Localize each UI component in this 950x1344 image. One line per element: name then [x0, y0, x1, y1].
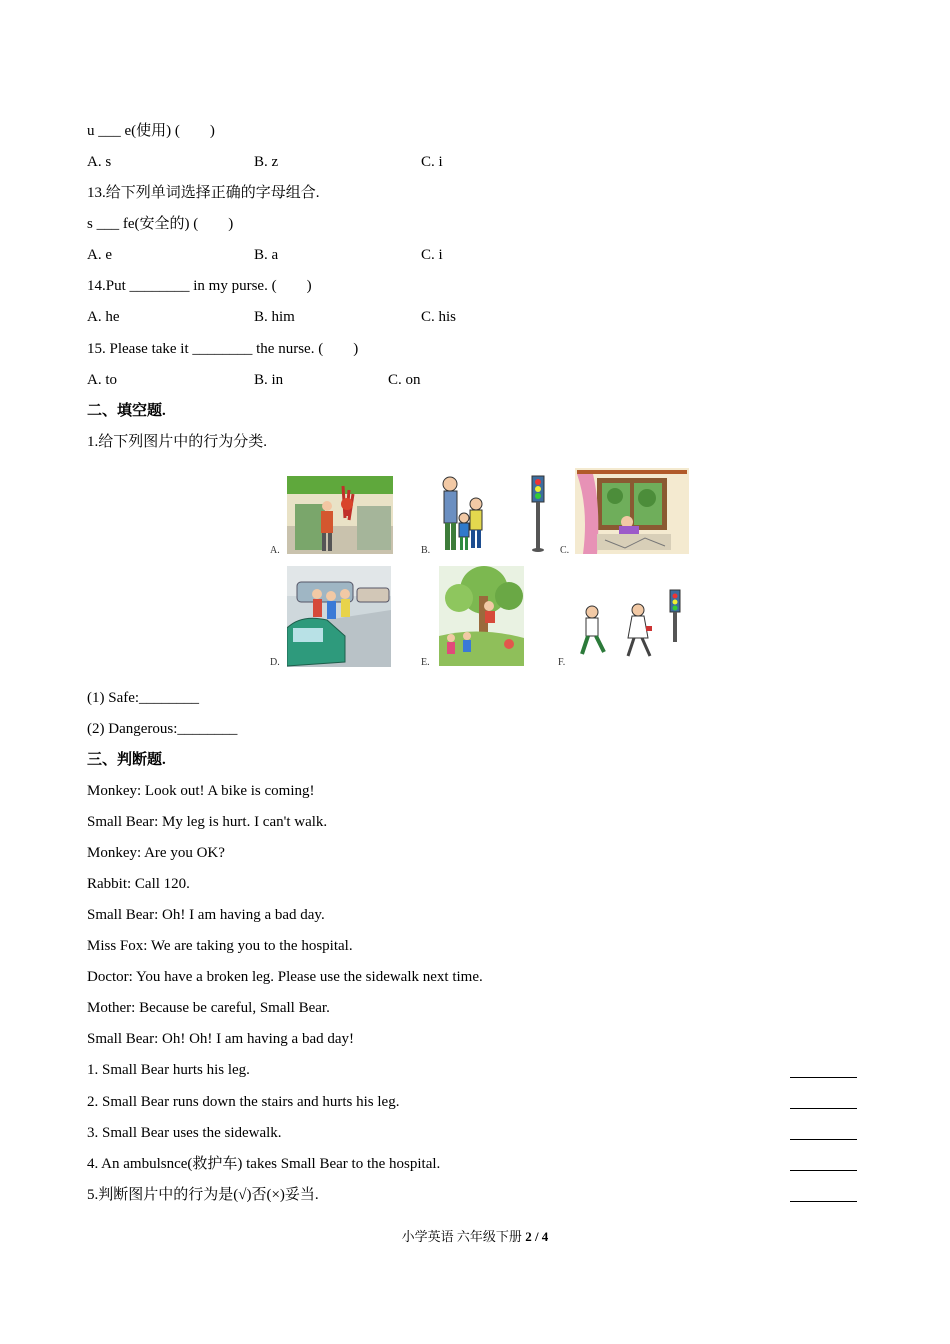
q12-option-b: B. z [254, 154, 279, 170]
q12-option-a: A. s [87, 154, 112, 170]
picture-f-crossing-light [574, 588, 686, 664]
q12-option-c: C. i [421, 154, 443, 170]
dialogue-line: Monkey: Are you OK? [87, 845, 225, 861]
q14-option-b: B. him [254, 309, 295, 325]
dialogue-line: Mother: Because be careful, Small Bear. [87, 1000, 330, 1016]
answer-blank-4 [790, 1170, 857, 1171]
answer-blank-2 [790, 1108, 857, 1109]
statement-5: 5.判断图片中的行为是(√)否(×)妥当. [87, 1187, 319, 1203]
dialogue-line: Small Bear: Oh! I am having a bad day. [87, 907, 325, 923]
picture-b-label: B. [421, 545, 431, 556]
page-footer [0, 1226, 950, 1245]
q12-stem: u ___ e(使用) ( ) [87, 123, 215, 139]
picture-c-label: C. [560, 545, 570, 556]
q14-option-a: A. he [87, 309, 120, 325]
q13-option-b: B. a [254, 247, 279, 263]
q15-stem: 15. Please take it ________ the nurse. ( ) [87, 341, 359, 357]
q13-title: 13.给下列单词选择正确的字母组合. [87, 185, 320, 201]
section-2-question-1: 1.给下列图片中的行为分类. [87, 434, 268, 450]
dialogue-line: Small Bear: My leg is hurt. I can't walk. [87, 814, 328, 830]
section-3-heading: 三、判断题. [87, 752, 166, 768]
footer-title: 小学英语 六年级下册 [401, 1229, 526, 1244]
answer-blank-1 [790, 1077, 857, 1078]
picture-e-label: E. [421, 657, 430, 668]
picture-d-label: D. [270, 657, 280, 668]
answer-blank-5 [790, 1201, 857, 1202]
q14-option-c: C. his [421, 309, 457, 325]
answer-dangerous: (2) Dangerous:________ [87, 721, 238, 737]
picture-a-label: A. [270, 545, 280, 556]
picture-f-label: F. [558, 657, 566, 668]
picture-c-window-climbing [575, 468, 689, 554]
section-2-heading: 二、填空题. [87, 403, 166, 419]
q15-option-c: C. on [388, 372, 421, 388]
picture-a-firecrackers [287, 476, 393, 554]
q13-option-a: A. e [87, 247, 112, 263]
dialogue-line: Miss Fox: We are taking you to the hospital. [87, 938, 353, 954]
q13-stem: s ___ fe(安全的) ( ) [87, 216, 234, 232]
page-number: 2 / 4 [525, 1229, 549, 1244]
q15-option-a: A. to [87, 372, 117, 388]
q13-option-c: C. i [421, 247, 443, 263]
picture-e-tree-climbing [439, 566, 524, 666]
picture-b-waiting-with-adult [436, 474, 556, 554]
dialogue-line: Rabbit: Call 120. [87, 876, 190, 892]
dialogue-line: Monkey: Look out! A bike is coming! [87, 783, 315, 799]
statement-4: 4. An ambulsnce(救护车) takes Small Bear to the hospital. [87, 1156, 441, 1172]
dialogue-line: Doctor: You have a broken leg. Please use the sidewalk next time. [87, 969, 483, 985]
picture-d-crossing-traffic [287, 566, 391, 667]
statement-3: 3. Small Bear uses the sidewalk. [87, 1125, 282, 1141]
answer-blank-3 [790, 1139, 857, 1140]
q15-option-b: B. in [254, 372, 284, 388]
answer-safe: (1) Safe:________ [87, 690, 200, 706]
q14-stem: 14.Put ________ in my purse. ( ) [87, 278, 312, 294]
dialogue-line: Small Bear: Oh! Oh! I am having a bad day! [87, 1031, 355, 1047]
statement-1: 1. Small Bear hurts his leg. [87, 1062, 250, 1078]
statement-2: 2. Small Bear runs down the stairs and hurts his leg. [87, 1094, 400, 1110]
